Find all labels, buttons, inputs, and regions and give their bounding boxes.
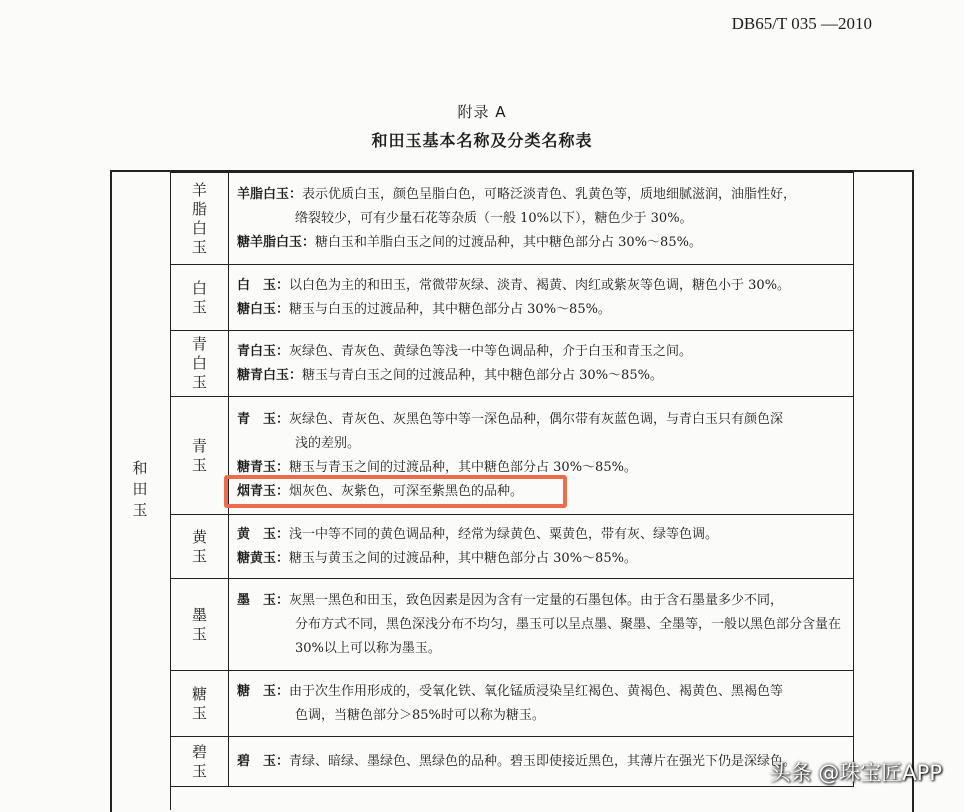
term: 烟青玉： bbox=[237, 483, 290, 499]
definition-entry bbox=[237, 547, 845, 571]
table-row bbox=[171, 737, 854, 787]
definition: 糖玉与白玉的过渡品种，其中糖色部分占 30%～85%。 bbox=[289, 301, 611, 317]
variety-name: 碧玉 bbox=[191, 742, 207, 780]
variety-name-cell bbox=[171, 579, 229, 671]
definition-continuation: 浅的差别。 bbox=[295, 435, 361, 451]
definition-entry bbox=[237, 340, 845, 364]
definition: 灰绿色、青灰色、黄绿色等浅一中等色调品种，介于白玉和青玉之间。 bbox=[289, 343, 693, 359]
definition: 灰黑一黑色和田玉，致色因素是因为含有一定量的石墨包体。由于含石墨量多少不同， bbox=[289, 592, 784, 608]
variety-name: 白玉 bbox=[191, 278, 207, 316]
variety-name: 羊脂白玉 bbox=[191, 180, 207, 256]
definition-entry bbox=[237, 274, 845, 298]
term: 羊脂白玉： bbox=[237, 186, 303, 202]
definition-entry bbox=[237, 680, 845, 704]
highlight-annotation-box bbox=[224, 475, 567, 508]
definition: 表示优质白玉，颜色呈脂白色，可略泛淡青色、乳黄色等，质地细腻滋润，油脂性好， bbox=[302, 186, 797, 202]
definition: 以白色为主的和田玉，常微带灰绿、淡青、褐黄、肉红或紫灰等色调，糖色小于 30%。 bbox=[289, 277, 791, 293]
table-row bbox=[171, 331, 854, 397]
definition-entry bbox=[237, 589, 845, 613]
description-cell bbox=[229, 515, 854, 579]
term: 黄 玉： bbox=[237, 526, 290, 542]
variety-name-cell bbox=[171, 737, 229, 787]
description-cell bbox=[229, 331, 854, 397]
definition-continuation: 分布方式不同，黑色深浅分布不均匀，墨玉可以呈点墨、聚墨、全墨等，一般以黑色部分含量在 30%以上可以称为墨玉。 bbox=[295, 616, 842, 656]
term: 糖青玉： bbox=[237, 459, 290, 475]
definition-entry bbox=[237, 750, 845, 774]
table-row bbox=[171, 515, 854, 579]
definition: 由于次生作用形成的，受氧化铁、氧化锰质浸染呈红褐色、黄褐色、褐黄色、黑褐色等 bbox=[289, 683, 784, 699]
definition-entry bbox=[237, 408, 845, 432]
term: 糖青白玉： bbox=[237, 367, 303, 383]
variety-name: 糖玉 bbox=[191, 684, 207, 722]
table-row bbox=[171, 579, 854, 671]
appendix-label: 附录 A bbox=[457, 103, 507, 121]
definition: 糖玉与青玉之间的过渡品种，其中糖色部分占 30%～85%。 bbox=[289, 459, 637, 475]
definition-entry bbox=[237, 183, 845, 207]
variety-name-cell bbox=[171, 331, 229, 397]
document-code: DB65/T 035 —2010 bbox=[731, 14, 872, 33]
table-row bbox=[171, 173, 854, 265]
main-category-label bbox=[110, 458, 170, 521]
variety-name: 黄玉 bbox=[191, 527, 207, 565]
definition: 灰绿色、青灰色、灰黑色等中等一深色品种，偶尔带有灰蓝色调，与青白玉只有颜色深 bbox=[289, 411, 784, 427]
term: 糖 玉： bbox=[237, 683, 290, 699]
table-row bbox=[171, 671, 854, 737]
term: 白 玉： bbox=[237, 277, 290, 293]
main-category-text: 和田玉 bbox=[132, 459, 148, 519]
definition: 糖玉与黄玉之间的过渡品种，其中糖色部分占 30%～85%。 bbox=[289, 550, 637, 566]
definition-continuation: 色调，当糖色部分＞85%时可以称为糖玉。 bbox=[295, 707, 545, 723]
term: 青白玉： bbox=[237, 343, 290, 359]
description-cell bbox=[229, 671, 854, 737]
term: 糖白玉： bbox=[237, 301, 290, 317]
definition: 浅一中等不同的黄色调品种，经常为绿黄色、粟黄色，带有灰、绿等色调。 bbox=[289, 526, 719, 542]
term: 墨 玉： bbox=[237, 592, 290, 608]
variety-name-cell bbox=[171, 671, 229, 737]
definition: 青绿、暗绿、墨绿色、黑绿色的品种。碧玉即使接近黑色，其薄片在强光下仍是深绿色。 bbox=[289, 753, 797, 769]
definition: 糖白玉和羊脂白玉之间的过渡品种，其中糖色部分占 30%～85%。 bbox=[315, 234, 702, 250]
term: 青 玉： bbox=[237, 411, 290, 427]
variety-name-cell bbox=[171, 265, 229, 331]
description-cell bbox=[229, 173, 854, 265]
description-cell bbox=[229, 579, 854, 671]
definition-continuation: 绺裂较少，可有少量石花等杂质（一般 10%以下），糖色少于 30%。 bbox=[295, 210, 693, 226]
variety-name-cell bbox=[171, 173, 229, 265]
definition-entry bbox=[237, 523, 845, 547]
term: 碧 玉： bbox=[237, 753, 290, 769]
variety-name-cell bbox=[171, 515, 229, 579]
variety-name-cell bbox=[171, 397, 229, 515]
description-cell bbox=[229, 265, 854, 331]
watermark: 头条 @珠宝匠APP bbox=[769, 761, 942, 785]
definition: 烟灰色、灰紫色，可深至紫黑色的品种。 bbox=[289, 483, 524, 499]
description-cell bbox=[229, 737, 854, 787]
variety-name: 墨玉 bbox=[191, 605, 207, 643]
variety-name: 青玉 bbox=[191, 436, 207, 474]
term: 糖黄玉： bbox=[237, 550, 290, 566]
term: 糖羊脂白玉： bbox=[237, 234, 316, 250]
definition-entry bbox=[237, 231, 845, 255]
definition-entry bbox=[237, 364, 845, 388]
definition-entry bbox=[237, 298, 845, 322]
table-title: 和田玉基本名称及分类名称表 bbox=[371, 131, 593, 150]
definition: 糖玉与青白玉之间的过渡品种，其中糖色部分占 30%～85%。 bbox=[302, 367, 663, 383]
variety-name: 青白玉 bbox=[191, 335, 207, 391]
table-row bbox=[171, 265, 854, 331]
